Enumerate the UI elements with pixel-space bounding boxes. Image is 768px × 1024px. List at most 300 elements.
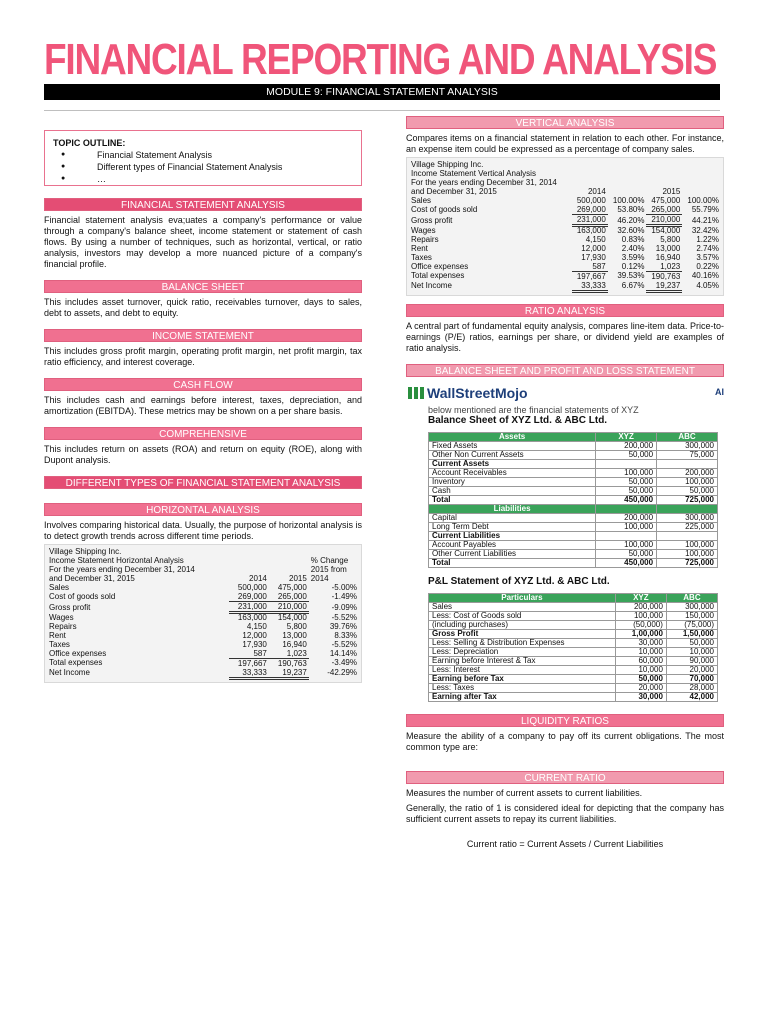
table-cell: 28,000 bbox=[666, 683, 717, 692]
table-cell: Office expenses bbox=[49, 648, 107, 658]
table-cell: 30,000 bbox=[615, 692, 666, 701]
table-cell: 39.76% bbox=[329, 621, 357, 631]
pl-heading: P&L Statement of XYZ Ltd. & ABC Ltd. bbox=[428, 575, 610, 587]
table-cell: Account Receivables bbox=[429, 468, 596, 477]
section-header-cash-flow: CASH FLOW bbox=[44, 378, 362, 391]
logo-bars-icon bbox=[408, 387, 424, 399]
table-cell: 46.20% bbox=[617, 215, 645, 225]
table-cell: Earning before Tax bbox=[429, 674, 616, 683]
table-row bbox=[429, 665, 718, 674]
table-cell: Village Shipping Inc. bbox=[49, 547, 122, 556]
table-cell: -5.52% bbox=[331, 612, 357, 622]
table-cell: 1,023 bbox=[646, 262, 682, 272]
table-header-row bbox=[409, 178, 721, 187]
table-cell: Current Assets bbox=[429, 459, 596, 468]
table-cell: 2.40% bbox=[621, 243, 645, 253]
table-cell: Particulars bbox=[429, 593, 616, 602]
section-header-types: DIFFERENT TYPES OF FINANCIAL STATEMENT ANALYSIS bbox=[44, 476, 362, 489]
table-cell: 2014 bbox=[310, 574, 329, 583]
table-cell: 50,000 bbox=[596, 486, 657, 495]
table-row bbox=[409, 262, 721, 272]
table-cell bbox=[269, 565, 309, 574]
table-cell: 231,000 bbox=[572, 215, 608, 226]
table-cell: Gross Profit bbox=[429, 629, 616, 638]
table-cell: 154,000 bbox=[277, 612, 307, 622]
wallstreetmojo-logo: WallStreetMojo bbox=[408, 385, 528, 401]
table-cell: 300,000 bbox=[657, 513, 718, 522]
table-cell: 60,000 bbox=[615, 656, 666, 665]
table-cell: 39.53% bbox=[617, 271, 645, 281]
outline-item: ● Financial Statement Analysis bbox=[61, 149, 353, 161]
table-cell: 190,763 bbox=[651, 271, 681, 281]
table-cell: 500,000 bbox=[237, 583, 267, 592]
table-cell: 200,000 bbox=[596, 441, 657, 450]
outline-list bbox=[53, 149, 353, 185]
table-cell: 4,150 bbox=[246, 621, 267, 631]
table-cell: 1,50,000 bbox=[666, 629, 717, 638]
table-row bbox=[429, 683, 718, 692]
table-cell: 150,000 bbox=[666, 611, 717, 620]
table-row bbox=[47, 592, 359, 602]
table-header-row bbox=[409, 160, 721, 169]
table-cell bbox=[596, 531, 657, 540]
table-cell: For the years ending December 31, 2014 bbox=[411, 178, 557, 187]
table-row bbox=[429, 692, 718, 701]
table-cell bbox=[572, 169, 608, 178]
corner-text: AI bbox=[715, 386, 724, 397]
section-header-current-ratio: CURRENT RATIO bbox=[406, 771, 724, 784]
table-cell: 10,000 bbox=[615, 647, 666, 656]
table-row bbox=[429, 531, 718, 540]
header-divider bbox=[44, 110, 720, 111]
table-header-row bbox=[47, 565, 359, 574]
table-row bbox=[429, 611, 718, 620]
table-row bbox=[409, 271, 721, 281]
table-cell bbox=[269, 556, 309, 565]
table-cell: (50,000) bbox=[615, 620, 666, 629]
table-cell: 13,000 bbox=[655, 243, 681, 253]
table-row bbox=[409, 253, 721, 262]
table-cell bbox=[608, 178, 647, 187]
cash-flow-paragraph: This includes cash and earnings before interest, taxes, depreciation, and amortization (EBITDA). These metrics may be shown on a per share basis. bbox=[44, 395, 362, 416]
table-header-row bbox=[47, 574, 359, 583]
table-cell: and December 31, 2015 bbox=[49, 574, 135, 583]
table-cell: and December 31, 2015 bbox=[411, 187, 497, 196]
table-cell: 100,000 bbox=[615, 611, 666, 620]
table-cell: 163,000 bbox=[576, 225, 606, 235]
table-row bbox=[429, 540, 718, 549]
table-row bbox=[429, 513, 718, 522]
table-cell: 190,763 bbox=[277, 658, 307, 668]
table-row bbox=[429, 638, 718, 647]
table-row bbox=[429, 486, 718, 495]
table-cell: 210,000 bbox=[269, 602, 309, 613]
table-cell: Inventory bbox=[429, 477, 596, 486]
topic-outline bbox=[44, 130, 362, 186]
table-cell bbox=[657, 531, 718, 540]
table-cell: 20,000 bbox=[666, 665, 717, 674]
outline-item: ● … bbox=[61, 173, 353, 185]
fsa-paragraph: Financial statement analysis eva;uates a company's performance or value through a company's balance sheet, income statement or statement of cash flows. By using a number of techniques, such as horizontal, vertical, or ratio analysis, investors may develop a more nuanced picture of a company's financial profile. bbox=[44, 215, 362, 269]
section-header-vertical: VERTICAL ANALYSIS bbox=[406, 116, 724, 129]
horizontal-paragraph: Involves comparing historical data. Usually, the purpose of horizontal analysis is to detect growth trends across different time periods. bbox=[44, 520, 362, 541]
table-cell: 17,930 bbox=[242, 639, 267, 649]
table-cell bbox=[682, 160, 721, 169]
table-cell: Less: Taxes bbox=[429, 683, 616, 692]
table-cell: -9.09% bbox=[331, 602, 357, 612]
table-cell: -5.52% bbox=[331, 639, 357, 649]
table-cell bbox=[608, 169, 647, 178]
ratio-paragraph: A central part of fundamental equity analysis, compares line-item data. Price-to-earnings (P/E) ratios, earnings per share, or dividend yield are examples of ratio analysis. bbox=[406, 320, 724, 353]
table-cell: 44.21% bbox=[691, 215, 719, 225]
table-cell: 32.42% bbox=[691, 225, 719, 235]
section-header-bs-pl: BALANCE SHEET AND PROFIT AND LOSS STATEMENT bbox=[406, 364, 724, 377]
table-cell: Account Payables bbox=[429, 540, 596, 549]
table-row bbox=[429, 647, 718, 656]
table-cell bbox=[309, 547, 359, 556]
table-cell: -3.49% bbox=[331, 658, 357, 668]
table-row bbox=[47, 668, 359, 679]
module-banner: MODULE 9: FINANCIAL STATEMENT ANALYSIS bbox=[44, 84, 720, 100]
table-cell: 197,667 bbox=[576, 271, 606, 281]
table-cell: 200,000 bbox=[615, 602, 666, 611]
table-row bbox=[429, 620, 718, 629]
current-ratio-formula: Current ratio = Current Assets / Current Liabilities bbox=[466, 838, 664, 849]
table-cell bbox=[646, 169, 682, 178]
table-cell: Less: Interest bbox=[429, 665, 616, 674]
table-cell: 55.79% bbox=[691, 205, 719, 215]
table-row bbox=[429, 450, 718, 459]
table-cell: 2014 bbox=[587, 187, 606, 196]
table-cell: -1.49% bbox=[331, 592, 357, 602]
table-cell: 1.22% bbox=[696, 234, 719, 244]
table-cell: 6.67% bbox=[621, 281, 645, 291]
table-cell: For the years ending December 31, 2014 bbox=[49, 565, 195, 574]
table-cell: 50,000 bbox=[596, 450, 657, 459]
table-cell: 197,667 bbox=[237, 658, 267, 668]
table-cell bbox=[269, 547, 309, 556]
comprehensive-paragraph: This includes return on assets (ROA) and return on equity (ROE), along with Dupont analysis. bbox=[44, 444, 362, 465]
table-row bbox=[429, 495, 718, 504]
table-cell: Office expenses bbox=[411, 261, 469, 271]
table-cell: Gross profit bbox=[411, 215, 453, 225]
right-column bbox=[406, 116, 724, 849]
table-cell bbox=[682, 169, 721, 178]
table-row bbox=[47, 640, 359, 649]
table-row bbox=[429, 602, 718, 611]
table-cell: 40.16% bbox=[691, 271, 719, 281]
table-cell: Repairs bbox=[411, 234, 439, 244]
table-cell: 100,000 bbox=[596, 468, 657, 477]
table-row bbox=[409, 215, 721, 226]
table-cell: 2015 from bbox=[310, 565, 347, 574]
table-cell: 16,940 bbox=[282, 639, 307, 649]
table-cell bbox=[682, 187, 721, 196]
table-cell: 2.74% bbox=[696, 243, 719, 253]
table-cell: 50,000 bbox=[666, 638, 717, 647]
table-cell: Assets bbox=[429, 432, 596, 441]
table-cell: Less: Cost of Goods sold bbox=[429, 611, 616, 620]
outline-item: ● Different types of Financial Statement Analysis bbox=[61, 161, 353, 173]
table-row bbox=[429, 459, 718, 468]
table-cell: 0.12% bbox=[621, 261, 645, 271]
wallstreetmojo-image bbox=[406, 381, 724, 415]
table-cell: 587 bbox=[572, 262, 608, 272]
table-cell: 8.33% bbox=[334, 630, 357, 640]
table-cell bbox=[229, 556, 269, 565]
table-cell: 32.60% bbox=[617, 225, 645, 235]
table-cell: Wages bbox=[411, 225, 436, 235]
table-cell: 2015 bbox=[289, 574, 307, 583]
table-header-row bbox=[409, 187, 721, 196]
table-cell: 1,023 bbox=[269, 649, 309, 659]
table-cell: Cost of goods sold bbox=[49, 592, 116, 602]
table-cell: Fixed Assets bbox=[429, 441, 596, 450]
table-row bbox=[409, 226, 721, 235]
table-cell: 90,000 bbox=[666, 656, 717, 665]
table-cell: 265,000 bbox=[269, 592, 309, 602]
pl-table bbox=[428, 593, 718, 702]
table-row bbox=[429, 629, 718, 638]
table-row bbox=[47, 622, 359, 631]
table-row bbox=[429, 477, 718, 486]
table-cell: Sales bbox=[429, 602, 616, 611]
table-cell: 75,000 bbox=[657, 450, 718, 459]
table-cell: 269,000 bbox=[229, 592, 269, 602]
table-cell: 50,000 bbox=[657, 486, 718, 495]
table-row bbox=[47, 583, 359, 592]
current-ratio-paragraph-2: Generally, the ratio of 1 is considered ideal for depicting that the company has sufficient current assets to repay its current liabilities. bbox=[406, 802, 724, 824]
table-row bbox=[409, 235, 721, 244]
table-cell: 725,000 bbox=[657, 558, 718, 567]
table-cell: Total expenses bbox=[411, 271, 465, 281]
income-statement-paragraph: This includes gross profit margin, operating profit margin, net profit margin, tax ratio efficiency, and interest coverage. bbox=[44, 346, 362, 367]
table-cell: 19,237 bbox=[269, 668, 309, 679]
table-cell: Long Term Debt bbox=[429, 522, 596, 531]
table-cell: 450,000 bbox=[596, 558, 657, 567]
table-cell: 42,000 bbox=[666, 692, 717, 701]
table-row bbox=[429, 558, 718, 567]
table-cell: Net Income bbox=[411, 281, 452, 291]
table-header-row bbox=[47, 547, 359, 556]
table-cell: % Change bbox=[310, 556, 349, 565]
table-cell: 50,000 bbox=[596, 477, 657, 486]
outline-heading: TOPIC OUTLINE: bbox=[53, 138, 126, 148]
table-cell: 231,000 bbox=[229, 602, 269, 613]
table-cell: Income Statement Vertical Analysis bbox=[411, 169, 536, 178]
table-row bbox=[429, 674, 718, 683]
table-cell: 2014 bbox=[249, 574, 267, 583]
table-cell: 70,000 bbox=[666, 674, 717, 683]
table-cell: Repairs bbox=[49, 621, 77, 631]
section-header-horizontal: HORIZONTAL ANALYSIS bbox=[44, 503, 362, 516]
table-cell: 300,000 bbox=[666, 602, 717, 611]
table-cell: 33,333 bbox=[229, 668, 269, 679]
table-cell: 20,000 bbox=[615, 683, 666, 692]
table-row bbox=[429, 522, 718, 531]
table-cell bbox=[682, 178, 721, 187]
table-cell: Sales bbox=[411, 196, 432, 205]
table-cell: Rent bbox=[411, 243, 428, 253]
table-cell: 587 bbox=[229, 649, 269, 659]
table-cell: 100.00% bbox=[612, 196, 645, 205]
table-cell: 154,000 bbox=[651, 225, 681, 235]
table-row bbox=[429, 549, 718, 558]
horizontal-analysis-table bbox=[44, 544, 362, 683]
table-cell: Less: Selling & Distribution Expenses bbox=[429, 638, 616, 647]
table-cell: 210,000 bbox=[646, 215, 682, 226]
table-row bbox=[47, 649, 359, 659]
left-column bbox=[44, 130, 362, 691]
table-cell: Other Current Liabilities bbox=[429, 549, 596, 558]
table-cell bbox=[608, 187, 647, 196]
table-cell: Capital bbox=[429, 513, 596, 522]
table-row bbox=[47, 631, 359, 640]
balance-sheet-table bbox=[428, 432, 718, 568]
table-cell: Earning before Interest & Tax bbox=[429, 656, 616, 665]
table-cell: 200,000 bbox=[596, 513, 657, 522]
table-cell: 100,000 bbox=[596, 540, 657, 549]
section-header-fsa: FINANCIAL STATEMENT ANALYSIS bbox=[44, 198, 362, 211]
table-cell bbox=[596, 459, 657, 468]
table-cell: (75,000) bbox=[666, 620, 717, 629]
table-cell bbox=[229, 547, 269, 556]
table-cell: 450,000 bbox=[596, 495, 657, 504]
table-row bbox=[47, 602, 359, 613]
table-cell: 475,000 bbox=[651, 196, 681, 205]
table-cell: 100,000 bbox=[657, 549, 718, 558]
table-cell: XYZ bbox=[596, 432, 657, 441]
table-cell: 4,150 bbox=[585, 234, 606, 244]
table-cell: 5,800 bbox=[286, 621, 307, 631]
balance-sheet-heading: Balance Sheet of XYZ Ltd. & ABC Ltd. bbox=[428, 414, 608, 426]
table-cell bbox=[572, 178, 608, 187]
table-cell: Total bbox=[429, 495, 596, 504]
table-cell: 3.57% bbox=[696, 252, 719, 262]
table-cell: ABC bbox=[666, 593, 717, 602]
vertical-analysis-table bbox=[406, 157, 724, 296]
section-header-comprehensive: COMPREHENSIVE bbox=[44, 427, 362, 440]
section-header-income-statement: INCOME STATEMENT bbox=[44, 329, 362, 342]
table-cell: 50,000 bbox=[615, 674, 666, 683]
table-cell: 19,237 bbox=[646, 281, 682, 292]
table-cell: 13,000 bbox=[282, 630, 307, 640]
table-cell: Income Statement Horizontal Analysis bbox=[49, 556, 184, 565]
table-row bbox=[409, 196, 721, 205]
table-row bbox=[409, 281, 721, 292]
current-ratio-paragraph-1: Measures the number of current assets to current liabilities. bbox=[406, 787, 643, 798]
table-cell: Less: Depreciation bbox=[429, 647, 616, 656]
table-cell: 17,930 bbox=[581, 252, 606, 262]
table-cell: Net Income bbox=[49, 668, 90, 678]
table-cell: Total bbox=[429, 558, 596, 567]
table-cell: 2015 bbox=[662, 187, 681, 196]
table-header-row bbox=[409, 169, 721, 178]
table-cell: 10,000 bbox=[615, 665, 666, 674]
table-cell: Village Shipping Inc. bbox=[411, 160, 484, 169]
table-cell: Rent bbox=[49, 630, 66, 640]
table-row bbox=[47, 613, 359, 622]
table-cell: 0.22% bbox=[696, 261, 719, 271]
table-cell: 0.83% bbox=[621, 234, 645, 244]
table-cell: Current Liabilities bbox=[429, 531, 596, 540]
table-row bbox=[47, 658, 359, 668]
balance-sheet-paragraph: This includes asset turnover, quick ratio, receivables turnover, days to sales, debt to assets, and debt to equity. bbox=[44, 297, 362, 318]
table-cell: Cash bbox=[429, 486, 596, 495]
table-cell: 1,00,000 bbox=[615, 629, 666, 638]
section-header-liquidity: LIQUIDITY RATIOS bbox=[406, 714, 724, 727]
table-cell: Liabilities bbox=[429, 504, 596, 513]
table-cell: 16,940 bbox=[655, 252, 681, 262]
table-cell: 14.14% bbox=[329, 648, 357, 658]
table-row bbox=[409, 244, 721, 253]
table-cell bbox=[572, 160, 608, 169]
table-cell: 100,000 bbox=[657, 540, 718, 549]
table-cell: 53.80% bbox=[617, 205, 645, 215]
table-header-row bbox=[429, 432, 718, 441]
table-header-row bbox=[47, 556, 359, 565]
table-cell: Earning after Tax bbox=[429, 692, 616, 701]
table-cell: 163,000 bbox=[237, 612, 267, 622]
table-cell: Cost of goods sold bbox=[411, 205, 478, 215]
table-row bbox=[429, 441, 718, 450]
table-cell: 50,000 bbox=[596, 549, 657, 558]
table-cell bbox=[596, 504, 657, 513]
table-cell: Taxes bbox=[49, 639, 70, 649]
table-cell: Wages bbox=[49, 612, 74, 622]
page-title: FINANCIAL REPORTING AND ANALYSIS bbox=[44, 35, 717, 84]
table-cell bbox=[646, 160, 682, 169]
table-cell: 4.05% bbox=[696, 281, 719, 291]
table-cell: 3.59% bbox=[621, 252, 645, 262]
table-cell: 300,000 bbox=[657, 441, 718, 450]
table-header-row bbox=[429, 504, 718, 513]
table-cell: ABC bbox=[657, 432, 718, 441]
table-cell: 12,000 bbox=[581, 243, 606, 253]
table-cell: Sales bbox=[49, 583, 70, 592]
section-header-balance-sheet: BALANCE SHEET bbox=[44, 280, 362, 293]
table-cell: Total expenses bbox=[49, 658, 103, 668]
table-cell: Other Non Current Assets bbox=[429, 450, 596, 459]
table-cell: 500,000 bbox=[576, 196, 606, 205]
vertical-paragraph: Compares items on a financial statement in relation to each other. For instance, an expense item could be expressed as a percentage of company sales. bbox=[406, 133, 724, 154]
table-cell bbox=[608, 160, 647, 169]
table-cell: Taxes bbox=[411, 252, 432, 262]
table-cell: 12,000 bbox=[242, 630, 267, 640]
table-cell bbox=[229, 565, 269, 574]
table-cell: Gross profit bbox=[49, 602, 91, 612]
table-cell: 33,333 bbox=[572, 281, 608, 292]
table-cell: (including purchases) bbox=[429, 620, 616, 629]
table-cell bbox=[646, 178, 682, 187]
table-cell bbox=[657, 504, 718, 513]
table-cell: -5.00% bbox=[331, 583, 357, 592]
table-cell: 100.00% bbox=[687, 196, 719, 205]
liquidity-paragraph: Measure the ability of a company to pay off its current obligations. The most common type are: bbox=[406, 730, 724, 752]
table-header-row bbox=[429, 593, 718, 602]
table-cell: XYZ bbox=[615, 593, 666, 602]
section-header-ratio: RATIO ANALYSIS bbox=[406, 304, 724, 317]
table-row bbox=[409, 205, 721, 215]
table-cell: 5,800 bbox=[660, 234, 681, 244]
table-cell: 475,000 bbox=[277, 583, 307, 592]
table-row bbox=[429, 468, 718, 477]
cropped-caption: below mentioned are the financial statements of XYZ bbox=[428, 404, 639, 415]
table-cell: 100,000 bbox=[596, 522, 657, 531]
table-cell: -42.29% bbox=[327, 668, 357, 678]
table-cell: 200,000 bbox=[657, 468, 718, 477]
table-cell: 265,000 bbox=[646, 205, 682, 215]
